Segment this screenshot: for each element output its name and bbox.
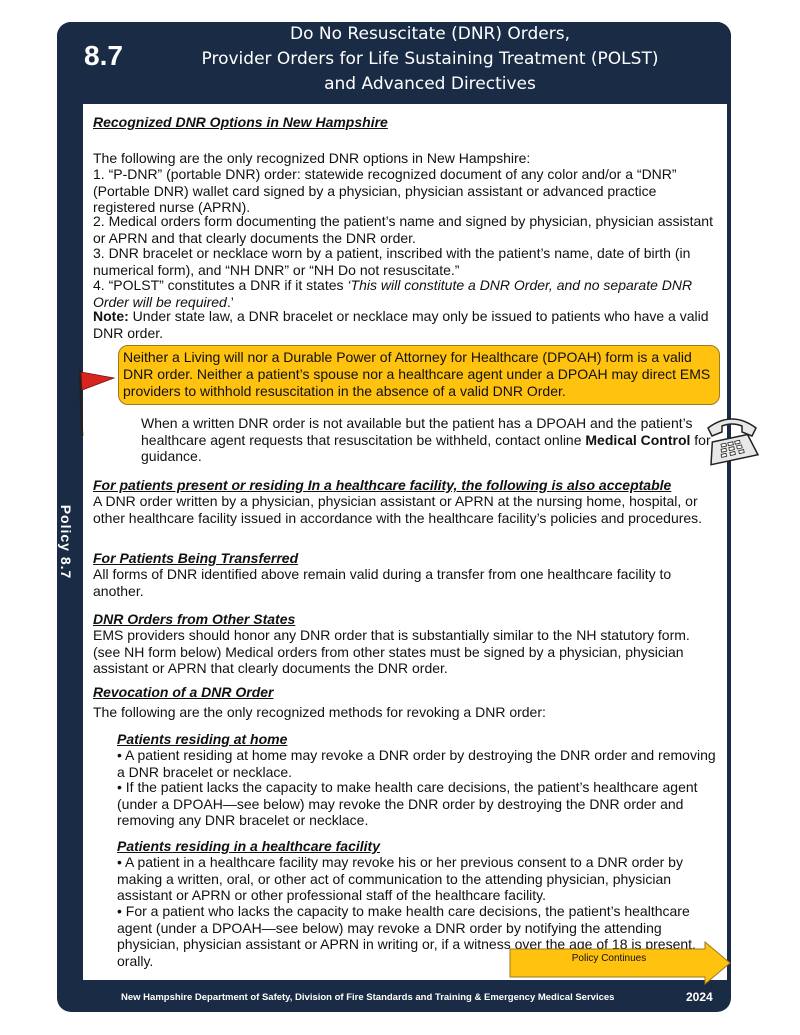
note-label: Note: <box>93 308 129 324</box>
page-title <box>150 22 710 97</box>
section-heading-recognized: Recognized DNR Options in New Hampshire <box>93 114 388 130</box>
recognized-item-1: 1. “P-DNR” (portable DNR) order: statewide recognized document of any color and/or a “DNR” (Portable DNR) wallet card signed by a physician, physician assistant or advanced practice registered nurse (APRN). <box>93 166 677 215</box>
item4-prefix: 4. “POLST” constitutes a DNR if it states <box>93 277 348 293</box>
healthcare-facility-bullet-1: • A patient in a healthcare facility may revoke his or her previous consent to a DNR order by making a written, oral, or other act of communication to the attending physician, physician assistant or APRN or other professional staff of the healthcare facility. <box>117 854 683 903</box>
section-heading-other-states: DNR Orders from Other States <box>93 611 296 627</box>
footer-text: New Hampshire Department of Safety, Division of Fire Standards and Training & Emergency Medical Services <box>121 992 615 1003</box>
section-heading-revocation: Revocation of a DNR Order <box>93 684 274 700</box>
home-bullet-2: • If the patient lacks the capacity to make health care decisions, the patient’s healthcare agent (under a DPOAH—see below) may revoke the DNR order by destroying the DNR order and removing any DNR bracelet or necklace. <box>117 779 698 828</box>
red-flag-icon <box>72 366 116 438</box>
title-line-1: Do No Resuscitate (DNR) Orders, <box>290 24 570 44</box>
side-policy-tab <box>50 492 82 592</box>
subheading-home: Patients residing at home <box>117 731 288 747</box>
side-tab-label: Policy 8.7 <box>58 504 74 580</box>
item4-quote: ‘This will constitute a DNR Order, and no separate DNR Order will be required <box>93 277 693 310</box>
section-heading-transferred: For Patients Being Transferred <box>93 550 299 566</box>
facility-text: A DNR order written by a physician, physician assistant or APRN at the nursing home, hospital, or other healthcare facility issued in accordance with the healthcare facility’s policies and procedures. <box>93 493 703 526</box>
item4-suffix: .’ <box>226 293 234 310</box>
recognized-item-4 <box>93 277 718 310</box>
note-text: Under state law, a DNR bracelet or necklace may only be issued to patients who have a valid DNR order. <box>93 308 709 341</box>
medical-control-label: Medical Control <box>585 431 691 448</box>
recognized-item-2: 2. Medical orders form documenting the patient’s name and signed by physician, physician assistant or APRN and that clearly documents the DNR order. <box>93 213 713 246</box>
telephone-icon <box>702 408 762 468</box>
title-line-3: and Advanced Directives <box>324 74 536 94</box>
recognized-item-3: 3. DNR bracelet or necklace worn by a patient, inscribed with the patient’s name, date of birth (in numerical form), and “NH DNR” or “NH Do not resuscitate.” <box>93 245 691 278</box>
dpoah-warning-callout: Neither a Living will nor a Durable Power of Attorney for Healthcare (DPOAH) form is a valid DNR order. Neither a patient’s spouse nor a healthcare agent under a DPOAH may direct EMS providers to withhold resuscitation in the absence of a valid DNR Order. <box>118 345 720 405</box>
transferred-text: All forms of DNR identified above remain valid during a transfer from one healthcare facility to another. <box>93 566 672 599</box>
title-line-2: Provider Orders for Life Sustaining Treatment (POLST) <box>201 49 659 69</box>
section-heading-facility: For patients present or residing In a healthcare facility, the following is also acceptable <box>93 477 672 493</box>
home-bullet-1: • A patient residing at home may revoke a DNR order by destroying the DNR order and removing a DNR bracelet or necklace. <box>117 747 716 780</box>
dpoah-text: When a written DNR order is not available but the patient has a DPOAH and the patient’s healthcare agent requests that resuscitation be withheld, contact online <box>141 415 693 448</box>
revocation-intro: The following are the only recognized methods for revoking a DNR order: <box>93 704 546 720</box>
footer-year: 2024 <box>686 990 713 1004</box>
policy-continues-label: Policy Continues <box>571 953 647 964</box>
healthcare-facility-bullet-2: • For a patient who lacks the capacity to make health care decisions, the patient’s healthcare agent (under a DPOAH—see below) may revoke a DNR order by notifying the attending physician, physician assistant or APRN in writing or, if a witness over the age of 18 is present, orally. <box>117 903 696 969</box>
dpoah-suffix: for guidance. <box>141 431 711 464</box>
other-states-text: EMS providers should honor any DNR order that is substantially similar to the NH statutory form. (see NH form below) Medical orders from other states must be signed by a physician, physician assistant or APRN that clearly documents the DNR order. <box>93 627 690 676</box>
policy-number: 8.7 <box>84 40 123 71</box>
subheading-healthcare-facility: Patients residing in a healthcare facility <box>117 838 380 854</box>
dpoah-guidance <box>141 415 711 465</box>
recognized-note <box>93 308 718 341</box>
recognized-intro: The following are the only recognized DNR options in New Hampshire: <box>93 150 531 166</box>
